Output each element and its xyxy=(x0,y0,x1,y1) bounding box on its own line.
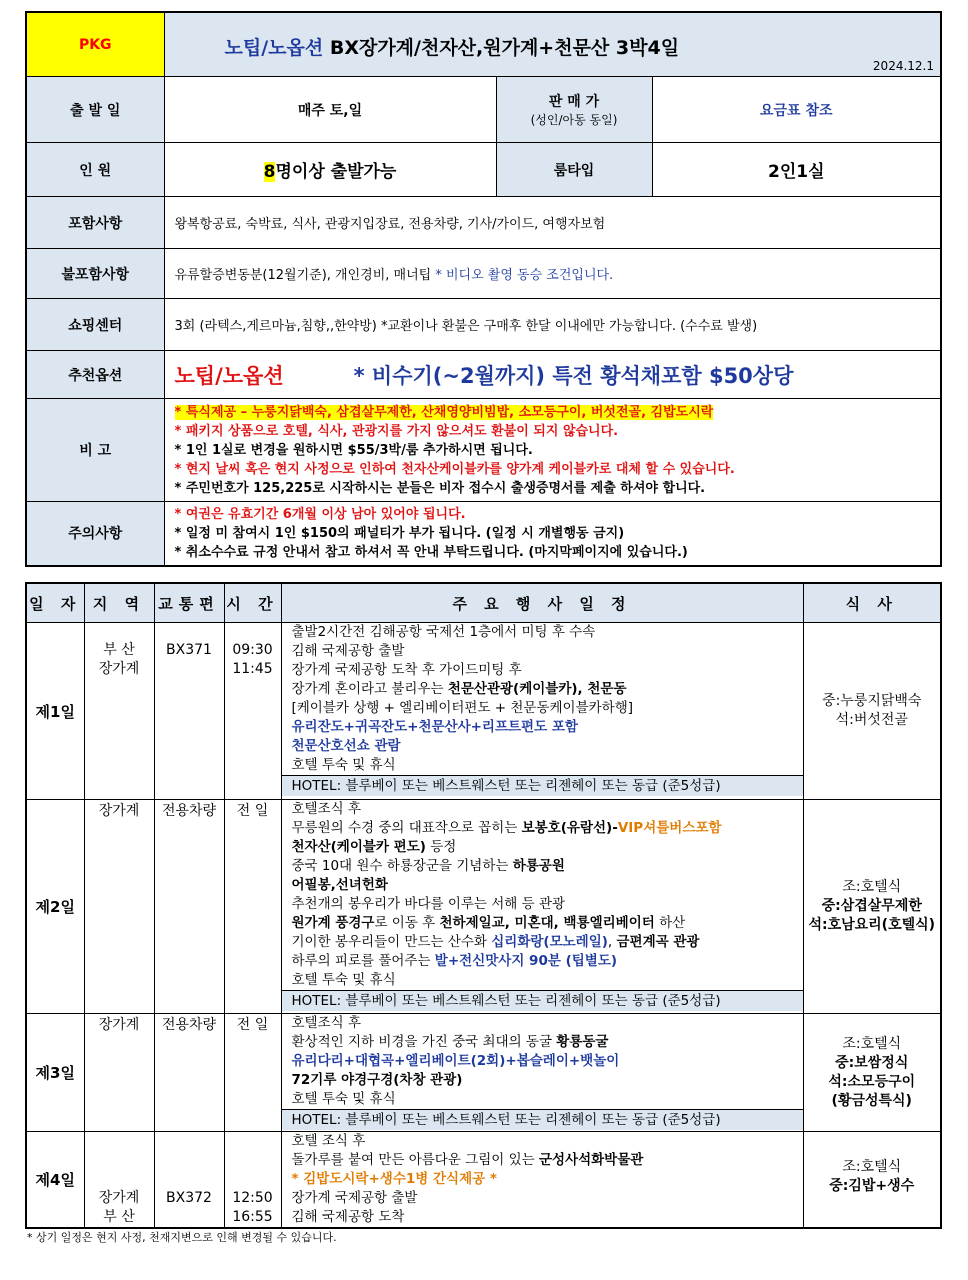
schedule-line: [케이블카 상행 + 엘리베이터편도 + 천문동케이블카하행] xyxy=(291,700,634,716)
schedule-line: 장가계 국제공항 도착 후 가이드미팅 후 xyxy=(291,662,522,678)
schedule-line: 72기루 야경구경(차창 관광) xyxy=(291,1072,463,1088)
day4-time xyxy=(224,1132,281,1229)
meal-item: 석:호남요리(호텔식) xyxy=(808,917,936,933)
day1-meals xyxy=(803,623,941,800)
option-cell xyxy=(164,351,941,399)
people-rest: 명이상 출발가능 xyxy=(275,162,397,182)
shopping-value: 3회 (라텍스,게르마늄,침향,,한약방) *교환이나 환불은 구매후 한달 이내에만 가능합니다. (수수료 발생) xyxy=(164,299,941,351)
day2-region: 장가계 xyxy=(84,800,154,1014)
document-date: 2024.12.1 xyxy=(872,59,934,73)
schedule-line xyxy=(282,952,803,971)
schedule-text: 로 이동 후 xyxy=(374,915,440,931)
schedule-highlight: 금편계곡 관광 xyxy=(616,934,700,950)
day2-transport: 전용차량 xyxy=(154,800,224,1014)
day3-schedule xyxy=(281,1014,803,1132)
schedule-text: 하루의 피로를 풀어주는 xyxy=(291,953,435,969)
schedule-line: 김해 국제공항 출발 xyxy=(291,643,405,659)
departure-value: 매주 토,일 xyxy=(164,77,496,143)
day1-time2: 11:45 xyxy=(232,661,273,677)
price-sub: (성인/아동 동일) xyxy=(530,113,618,127)
people-value xyxy=(164,143,496,197)
day1-region-stack xyxy=(85,623,154,679)
schedule-line: 출발2시간전 김해공항 국제선 1층에서 미팅 후 수속 xyxy=(291,624,596,640)
col-header-day: 일 자 xyxy=(26,583,84,623)
itinerary-header-row xyxy=(26,583,941,623)
schedule-highlight: 보봉호(유람선)- xyxy=(521,820,618,836)
schedule-line xyxy=(282,914,803,933)
included-label: 포함사항 xyxy=(26,197,164,249)
schedule-line: 장가계 국제공항 출발 xyxy=(291,1190,418,1206)
schedule-line xyxy=(282,1033,803,1052)
excluded-cell xyxy=(164,249,941,299)
day1-region xyxy=(84,623,154,800)
meal-item: 석:소모등구이 xyxy=(828,1073,916,1090)
schedule-highlight: 천하제일교, 미혼대, 백룡엘리베이터 xyxy=(439,915,655,931)
schedule-highlight: 천문산관광(케이블카), 천문동 xyxy=(447,681,627,697)
schedule-line: 호텔 투숙 및 휴식 xyxy=(291,1091,396,1107)
summary-table xyxy=(25,11,942,567)
schedule-highlight: 군성사석화박물관 xyxy=(538,1152,644,1168)
day4-region2: 부 산 xyxy=(103,1209,135,1225)
schedule-text: 중국 10대 원수 하룡장군을 기념하는 xyxy=(291,858,513,874)
schedule-line xyxy=(282,819,803,838)
price-value: 요금표 참조 xyxy=(652,77,941,143)
remarks-cell xyxy=(164,399,941,502)
people-num: 8 xyxy=(263,162,276,182)
schedule-line xyxy=(282,933,803,952)
title-blue: 노팁/노옵션 xyxy=(224,37,324,59)
excluded-label: 불포함사항 xyxy=(26,249,164,299)
room-label: 룸타입 xyxy=(496,143,652,197)
schedule-text: 환상적인 지하 비경을 가진 중국 최대의 동굴 xyxy=(291,1034,557,1050)
col-header-region: 지 역 xyxy=(84,583,154,623)
remark-line: * 주민번호가 125,225로 시작하시는 분들은 비자 접수시 출생증명서를 제출 하셔야 합니다. xyxy=(174,480,706,496)
room-value: 2인1실 xyxy=(652,143,941,197)
schedule-text: 하산 xyxy=(654,915,686,931)
schedule-line: 호텔 조식 후 xyxy=(291,1133,366,1149)
remarks-label: 비 고 xyxy=(26,399,164,502)
meal-item: 석:버섯전골 xyxy=(835,712,908,728)
day1-row xyxy=(26,623,941,800)
shopping-label: 쇼핑센터 xyxy=(26,299,164,351)
people-label: 인 원 xyxy=(26,143,164,197)
meal-item: 중:김밥+생수 xyxy=(829,1178,915,1194)
meal-item: 중:보쌈정식 xyxy=(835,1054,909,1071)
remark-line xyxy=(165,403,941,422)
day2-schedule xyxy=(281,800,803,1014)
day1-region1: 부 산 xyxy=(103,642,135,658)
col-header-schedule: 주 요 행 사 일 정 xyxy=(281,583,803,623)
schedule-line: 호텔 투숙 및 휴식 xyxy=(291,972,396,988)
day1-time xyxy=(224,623,281,800)
schedule-highlight: 하룡공원 xyxy=(512,858,565,874)
footer-note: * 상기 일정은 현지 사정, 천재지변으로 인해 변경될 수 있습니다. xyxy=(27,1231,337,1244)
excluded-note: * 비디오 촬영 동승 조건입니다. xyxy=(431,268,614,283)
day4-transport-cell xyxy=(154,1132,224,1229)
day4-row xyxy=(26,1132,941,1229)
day4-time2: 16:55 xyxy=(232,1209,273,1225)
day1-transport: BX371 xyxy=(166,642,212,658)
schedule-text: 무릉원의 수경 중의 대표작으로 꼽히는 xyxy=(291,820,522,836)
meal-item: 조:호텔식 xyxy=(842,879,902,895)
hotel-line: HOTEL: 블루베이 또는 베스트웨스턴 또는 리젠헤이 또는 동급 (준5성급) xyxy=(282,1109,803,1130)
day4-transport: BX372 xyxy=(166,1190,212,1206)
excluded-value: 유류할증변동분(12월기준), 개인경비, 매너팁 xyxy=(174,268,432,283)
title-cell xyxy=(164,12,941,77)
day1-time1: 09:30 xyxy=(232,642,273,658)
schedule-line: 김해 국제공항 도착 xyxy=(291,1209,405,1225)
schedule-highlight: VIP셔틀버스포함 xyxy=(617,820,722,836)
option-label: 추천옵션 xyxy=(26,351,164,399)
schedule-line: 호텔조식 후 xyxy=(291,1015,361,1031)
day4-schedule xyxy=(281,1132,803,1229)
day2-row xyxy=(26,800,941,1014)
day1-region2: 장가계 xyxy=(98,661,140,677)
day2-meals xyxy=(803,800,941,1014)
meal-item: 조:호텔식 xyxy=(842,1035,902,1052)
col-header-transport: 교통편 xyxy=(154,583,224,623)
day3-transport: 전용차량 xyxy=(154,1014,224,1132)
schedule-line xyxy=(282,838,803,857)
col-header-meals: 식 사 xyxy=(803,583,941,623)
schedule-highlight: 십리화랑(모노레일) xyxy=(491,934,608,950)
schedule-line: 호텔조식 후 xyxy=(291,801,361,817)
day4-region xyxy=(84,1132,154,1229)
schedule-line: 유리잔도+귀곡잔도+천문산사+리프트편도 포함 xyxy=(291,719,578,735)
schedule-highlight: 원가계 풍경구 xyxy=(291,915,375,931)
meal-item: (황금성특식) xyxy=(831,1092,912,1109)
price-label-cell xyxy=(496,77,652,143)
day3-meals xyxy=(803,1014,941,1132)
title-black: BX장가계/천자산,원가계+천문산 3박4일 xyxy=(323,37,680,59)
caution-line: * 취소수수료 규정 안내서 참고 하셔서 꼭 안내 부탁드립니다. (마지막페이지에 있습니다.) xyxy=(174,544,688,560)
day4-region1: 장가계 xyxy=(98,1190,140,1206)
page-title xyxy=(225,33,680,60)
option-red: 노팁/노옵션 xyxy=(174,363,284,388)
day4-time1: 12:50 xyxy=(232,1190,273,1206)
day4-meals xyxy=(803,1132,941,1229)
caution-cell xyxy=(164,502,941,566)
schedule-highlight: 발+전신맛사지 90분 (팁별도) xyxy=(434,953,618,969)
meal-item: 중:누룽지닭백숙 xyxy=(822,693,922,709)
schedule-line: 어필봉,선녀헌화 xyxy=(291,877,388,893)
day1-schedule xyxy=(281,623,803,800)
meal-item: 중:삼겹살무제한 xyxy=(821,898,922,914)
schedule-highlight: 황룡동굴 xyxy=(556,1034,609,1050)
day4-label: 제4일 xyxy=(26,1132,84,1229)
included-value: 왕복항공료, 숙박료, 식사, 관광지입장료, 전용차량, 기사/가이드, 여행자보험 xyxy=(164,197,941,249)
itinerary-table xyxy=(25,582,942,1229)
day1-time-stack xyxy=(225,623,281,679)
col-header-time: 시 간 xyxy=(224,583,281,623)
hotel-line: HOTEL: 블루베이 또는 베스트웨스턴 또는 리젠헤이 또는 동급 (준5성급) xyxy=(282,775,803,796)
caution-line: * 여권은 유효기간 6개월 이상 남아 있어야 됩니다. xyxy=(174,506,466,522)
remark-line: * 패키지 상품으로 호텔, 식사, 관광지를 가지 않으셔도 환불이 되지 않습니다. xyxy=(174,423,619,439)
option-blue: * 비수기(~2월까지) 특전 황석채포함 $50상당 xyxy=(353,363,794,388)
schedule-line: 유리다리+대협곡+엘리베이트(2회)+봅슬레이+뱃놀이 xyxy=(291,1053,620,1069)
day2-label: 제2일 xyxy=(26,800,84,1014)
remark-highlight: * 특식제공 – 누룽지닭백숙, 삼겹살무제한, 산채영양비빔밥, 소모등구이, 버섯전골, 김밥도시락 xyxy=(174,404,714,420)
day3-row xyxy=(26,1014,941,1132)
remark-line: * 1인 1실로 변경을 원하시면 $55/3박/룸 추가하시면 됩니다. xyxy=(174,442,533,458)
schedule-text: 돌가루를 붙여 만든 아름다운 그림이 있는 xyxy=(291,1152,539,1168)
schedule-text: 등정 xyxy=(425,839,457,855)
hotel-line: HOTEL: 블루베이 또는 베스트웨스턴 또는 리젠헤이 또는 동급 (준5성급) xyxy=(282,990,803,1011)
schedule-text: 기이한 봉우리들이 만드는 산수화 xyxy=(291,934,492,950)
day3-time: 전 일 xyxy=(224,1014,281,1132)
schedule-highlight: 천자산(케이블카 편도) xyxy=(291,839,426,855)
day3-label: 제3일 xyxy=(26,1014,84,1132)
schedule-text: , xyxy=(607,934,617,950)
day1-transport-cell xyxy=(154,623,224,800)
schedule-line: 천문산호선쇼 관람 xyxy=(291,738,401,754)
caution-label: 주의사항 xyxy=(26,502,164,566)
remark-line: * 현지 날씨 혹은 현지 사정으로 인하여 천자산케이블카를 양가계 케이블카로 대체 할 수 있습니다. xyxy=(174,461,735,477)
day3-region: 장가계 xyxy=(84,1014,154,1132)
schedule-line: 추천개의 봉우리가 바다를 이루는 서해 등 관광 xyxy=(291,896,566,912)
schedule-line xyxy=(282,857,803,876)
meal-item: 조:호텔식 xyxy=(842,1159,902,1175)
day2-time: 전 일 xyxy=(224,800,281,1014)
schedule-line xyxy=(282,1151,803,1170)
schedule-line xyxy=(282,680,803,699)
schedule-line: 호텔 투숙 및 휴식 xyxy=(291,757,396,773)
schedule-text: 장가계 혼이라고 불리우는 xyxy=(291,681,448,697)
departure-label: 출 발 일 xyxy=(26,77,164,143)
caution-line: * 일정 미 참여시 1인 $150의 패널티가 부가 됩니다. (일정 시 개별행동 금지) xyxy=(174,525,625,541)
schedule-line: * 김밥도시락+생수1병 간식제공 * xyxy=(291,1171,497,1187)
price-label: 판 매 가 xyxy=(548,94,600,110)
day1-label: 제1일 xyxy=(26,623,84,800)
pkg-badge: PKG xyxy=(26,12,164,77)
